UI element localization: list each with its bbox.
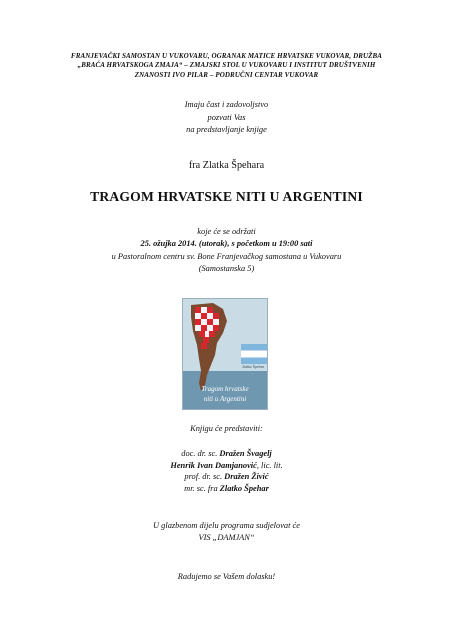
- music-program: [0, 520, 453, 543]
- event-address: (Samostanska 5): [198, 264, 255, 274]
- closing-line: Radujemo se Vašem dolasku!: [177, 572, 276, 581]
- organizers-block: [0, 52, 453, 80]
- cover-author: Zlatko Špehar: [242, 365, 264, 369]
- invite-line: Imaju čast i zadovoljstvo: [184, 100, 269, 109]
- presenter-item: doc. dr. sc. Dražen Švagelj: [181, 449, 272, 458]
- organizers-line: „BRAĆA HRVATSKOGA ZMAJA“ – ZMAJSKI STOL U VUKOVARU I INSTITUT DRUŠTVENIH: [77, 61, 376, 70]
- book-title: TRAGOM HRVATSKE NITI U ARGENTINI: [90, 189, 363, 204]
- cover-flag-stripe: [241, 351, 267, 358]
- music-line: U glazbenom dijelu programa sudjelovat će: [153, 521, 300, 530]
- invite-line: na predstavljanje knjige: [186, 125, 267, 134]
- music-line: VIS „DAMJAN“: [198, 532, 255, 542]
- invite-line: pozvati Vas: [207, 112, 246, 122]
- book-author: fra Zlatka Špehara: [188, 160, 265, 171]
- cover-title-line: niti u Argentini: [203, 395, 247, 403]
- presenters-list: [0, 448, 453, 494]
- cover-title-line: Tragom hrvatske: [201, 385, 249, 393]
- event-intro: koje će se održati: [197, 227, 256, 236]
- organizers-line: FRANJEVAČKI SAMOSTAN U VUKOVARU, OGRANAK MATICE HRVATSKE VUKOVAR, DRUŽBA: [70, 52, 383, 60]
- presenter-item: prof. dr. sc. Dražen Živić: [184, 472, 269, 482]
- presenters-heading: Knjigu će predstaviti:: [190, 424, 263, 433]
- book-cover-image: [182, 298, 268, 410]
- presenter-item: mr. sc. fra Zlatko Špehar: [184, 483, 269, 493]
- event-place: u Pastoralnom centru sv. Bone Franjevačkog samostana u Vukovaru: [111, 251, 342, 261]
- event-datetime: 25. ožujka 2014. (utorak), s početkom u 19:00 sati: [140, 239, 313, 249]
- organizers-line: ZNANOSTI IVO PILAR – PODRUČNI CENTAR VUKOVAR: [134, 70, 319, 79]
- event-details: [0, 226, 453, 276]
- invitation-text: [0, 99, 453, 137]
- presenter-item: Henrik Ivan Damjanović, lic. lit.: [170, 460, 283, 470]
